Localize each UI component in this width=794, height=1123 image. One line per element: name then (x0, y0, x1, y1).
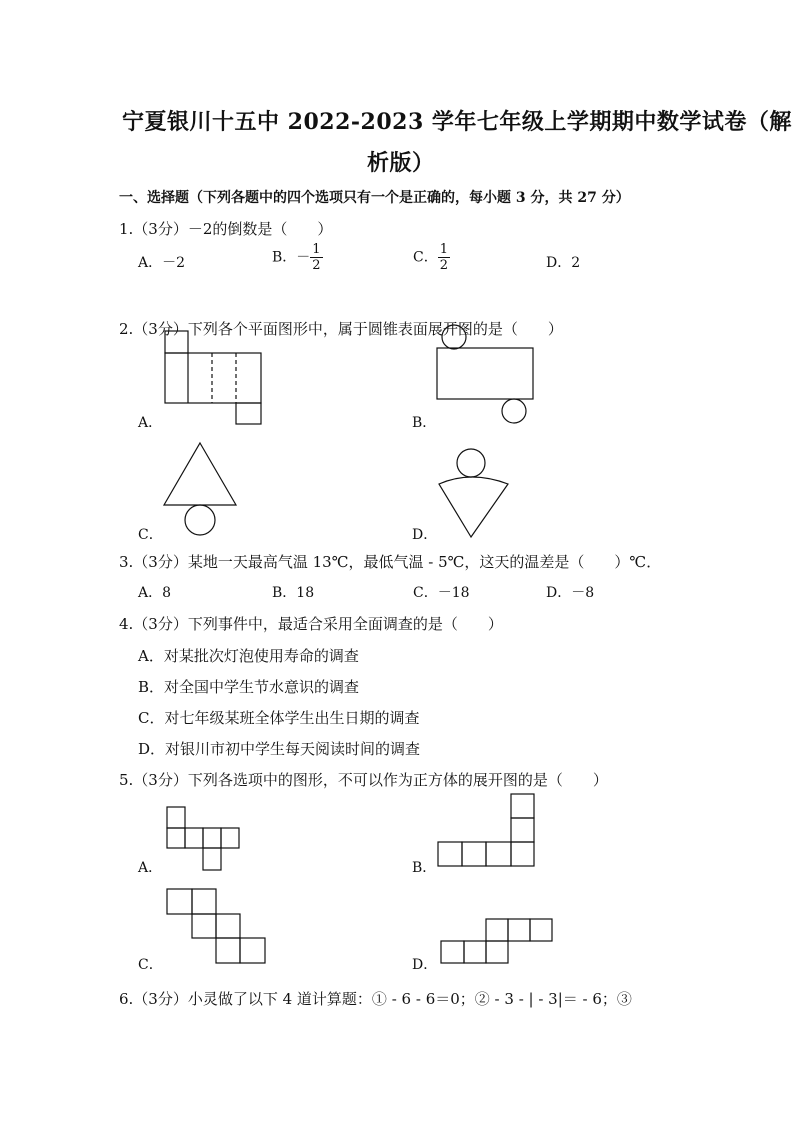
fraction-denominator: 2 (439, 258, 448, 273)
question-1-stem: 1.（3分）－2的倒数是（ ） (119, 220, 333, 238)
figure-5b-cube-net (437, 793, 537, 868)
fraction (310, 243, 322, 272)
question-4-option-d: D．对银川市初中学生每天阅读时间的调查 (138, 740, 421, 758)
question-3-option-b: B．18 (272, 585, 315, 601)
figure-2b-net (436, 324, 536, 426)
figure-2c-net (163, 442, 239, 538)
figure-2b-label: B． (412, 415, 437, 431)
fraction-numerator: 1 (312, 242, 321, 257)
page-title-continued: 析版） (367, 150, 435, 176)
question-4-option-c: C．对七年级某班全体学生出生日期的调查 (138, 709, 420, 727)
question-3-option-a: A．8 (138, 585, 172, 601)
figure-5a-label: A． (138, 860, 163, 876)
question-1-option-a: A．－2 (138, 255, 186, 271)
question-1-option-b (272, 243, 323, 272)
question-3-stem: 3.（3分）某地一天最高气温 13℃，最低气温 - 5℃，这天的温差是（ ）℃． (119, 553, 662, 571)
question-3-option-d: D．－8 (546, 585, 595, 601)
figure-5c-cube-net (166, 888, 268, 966)
figure-2a-label: A． (138, 415, 163, 431)
question-6-stem: 6.（3分）小灵做了以下 4 道计算题：① - 6 - 6＝0；② - 3 - | - 3|＝ - 6；③ (119, 990, 632, 1008)
question-4-option-b: B．对全国中学生节水意识的调查 (138, 678, 360, 696)
question-1-option-d: D．2 (546, 255, 581, 271)
figure-5a-cube-net (166, 806, 242, 872)
fraction-numerator: 1 (439, 242, 448, 257)
figure-2c-label: C． (138, 527, 163, 543)
figure-5c-label: C． (138, 957, 163, 973)
figure-2a-net (164, 330, 264, 426)
question-5-stem: 5.（3分）下列各选项中的图形，不可以作为正方体的展开图的是（ ） (119, 771, 608, 789)
section-heading: 一、选择题（下列各题中的四个选项只有一个是正确的，每小题 3 分，共 27 分） (119, 190, 630, 206)
page-title: 宁夏银川十五中 2022-2023 学年七年级上学期期中数学试卷（解 (122, 109, 792, 135)
figure-5d-label: D． (412, 957, 438, 973)
option-b-prefix: B．－ (272, 249, 311, 266)
figure-5b-label: B． (412, 860, 437, 876)
fraction (438, 243, 450, 272)
fraction-denominator: 2 (312, 258, 321, 273)
figure-5d-cube-net (440, 918, 554, 966)
question-3-option-c: C．－18 (413, 585, 470, 601)
question-4-option-a: A．对某批次灯泡使用寿命的调查 (138, 647, 359, 665)
option-c-prefix: C． (413, 249, 438, 266)
question-2-stem: 2.（3分）下列各个平面图形中，属于圆锥表面展开图的是（ ） (119, 320, 563, 338)
question-4-stem: 4.（3分）下列事件中，最适合采用全面调查的是（ ） (119, 615, 503, 633)
figure-2d-label: D． (412, 527, 438, 543)
question-1-option-c (413, 243, 450, 272)
figure-2d-net (438, 448, 514, 540)
